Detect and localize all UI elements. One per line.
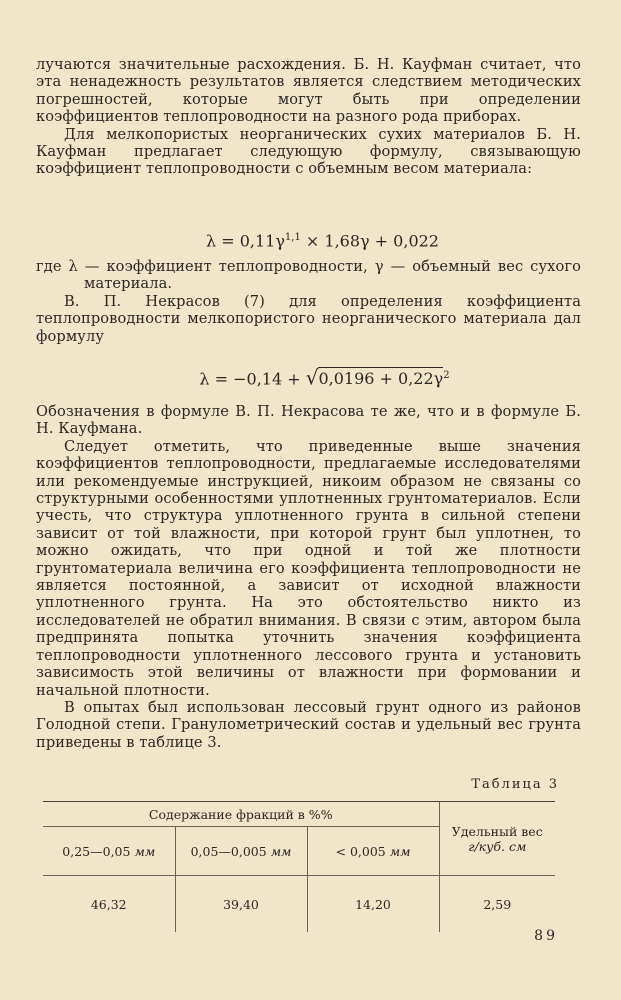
table-header-col-2 <box>175 827 307 876</box>
table-header-col-3 <box>307 827 439 876</box>
col-2-unit: мм <box>270 843 292 859</box>
specific-weight-label: Удельный вес <box>451 823 543 839</box>
specific-weight-unit: г/куб. см <box>468 838 527 854</box>
formula-nekrasov-lhs: λ = −0,14 + <box>199 369 306 389</box>
text-block-top <box>36 56 581 178</box>
paragraph-1: лучаются значительные расхождения. Б. Н. Кауфман считает, что эта ненадежность результатов является следствием методических погрешностей, которые могут быть при определении коэффициентов теплопроводности на разного рода приборах. <box>36 56 581 126</box>
col-2-range: 0,05—0,005 <box>190 843 267 859</box>
formula-kaufman-lhs: λ = 0,11γ <box>206 231 285 251</box>
text-block-middle <box>36 258 581 345</box>
paragraph-4: В. П. Некрасов (7) для определения коэффициента теплопроводности мелкопористого неорганического материала дал формулу <box>36 292 581 345</box>
table-caption: Таблица 3 <box>471 777 559 792</box>
sqrt-sign-icon: √ <box>305 365 319 390</box>
col-1-unit: мм <box>134 843 156 859</box>
formula-nekrasov-exponent: 2 <box>443 370 450 381</box>
table-header-specific-weight <box>439 802 555 876</box>
col-1-range: 0,25—0,05 <box>62 843 131 859</box>
formula-nekrasov <box>14 366 621 389</box>
formula-nekrasov-radicand: 0,0196 + 0,22γ <box>318 369 444 389</box>
formula-kaufman-rhs: × 1,68γ + 0,022 <box>300 231 439 251</box>
page-number: 89 <box>534 928 558 944</box>
table-row <box>43 876 555 933</box>
text-block-lower <box>36 403 581 751</box>
table-cell: 14,20 <box>307 876 439 933</box>
paragraph-6: Следует отметить, что приведенные выше значения коэффициентов теплопроводности, предлагаемые исследователями или рекомендуемые инструкцией, никоим образом не связаны со структурными особенностями уплотненных грунтоматериалов. Если учесть, что структура уплотненного грунта в сильной степени зависит от той влажности, при которой грунт был уплотнен, то можно ожидать, что при одной и той же плотности грунтоматериала величина его коэффициента теплопроводности не является постоянной, а зависит от исходной влажности уплотненного грунта. На это обстоятельство никто из исследователей не обратил внимания. В связи с этим, автором была предпринята попытка уточнить значения коэффициента теплопроводности уплотненного лессового грунта и установить зависимость этой величины от влажности при формовании и начальной плотности. <box>36 437 581 699</box>
col-3-unit: мм <box>389 843 411 859</box>
paragraph-5: Обозначения в формуле В. П. Некрасова те же, что и в формуле Б. Н. Кауфмана. <box>36 403 581 438</box>
table-granulometry <box>43 801 555 932</box>
table-cell: 39,40 <box>175 876 307 933</box>
paragraph-2: Для мелкопористых неорганических сухих материалов Б. Н. Кауфман предлагает следующую формулу, связывающую коэффициент теплопроводности с объемным весом материала: <box>36 125 581 178</box>
formula-kaufman <box>12 228 621 251</box>
table-header-col-1 <box>43 827 175 876</box>
table-cell: 2,59 <box>439 876 555 933</box>
table-cell: 46,32 <box>43 876 175 933</box>
table-group-header: Содержание фракций в %% <box>43 802 439 827</box>
paragraph-3: где λ — коэффициент теплопроводности, γ — объемный вес сухого материала. <box>36 258 581 293</box>
formula-kaufman-exponent: 1,1 <box>284 232 301 243</box>
col-3-range: < 0,005 <box>335 843 386 859</box>
paragraph-7: В опытах был использован лессовый грунт одного из районов Голодной степи. Гранулометрический состав и удельный вес грунта приведены в таблице 3. <box>36 698 581 751</box>
